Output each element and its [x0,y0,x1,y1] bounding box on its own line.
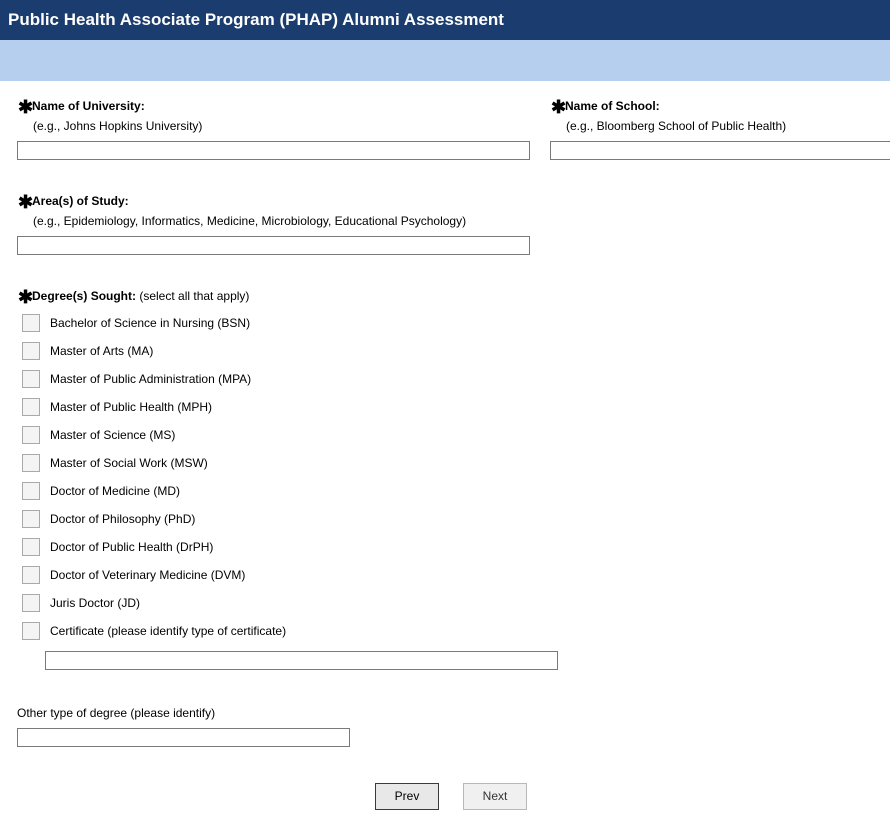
school-hint: (e.g., Bloomberg School of Public Health) [566,119,787,133]
checkbox[interactable] [22,370,40,388]
degree-option-md[interactable] [22,481,180,501]
degrees-label-row [18,287,250,307]
sub-header-band [0,40,890,81]
degree-option-dvm[interactable] [22,565,245,585]
checkbox[interactable] [22,398,40,416]
checkbox[interactable] [22,482,40,500]
checkbox[interactable] [22,538,40,556]
study-label-row [18,192,129,212]
degree-option-label: Doctor of Medicine (MD) [50,484,181,498]
prev-button[interactable]: Prev [375,783,439,810]
checkbox[interactable] [22,454,40,472]
university-input[interactable] [17,141,530,160]
required-star-icon: ✱ [551,97,567,117]
university-hint: (e.g., Johns Hopkins University) [33,119,203,133]
study-hint: (e.g., Epidemiology, Informatics, Medicine, Microbiology, Educational Psychology) [33,214,467,228]
degree-option-label: Doctor of Public Health (DrPH) [50,540,214,554]
degrees-label: Degree(s) Sought: [32,289,137,303]
school-input[interactable] [550,141,890,160]
required-star-icon: ✱ [18,192,34,212]
school-label-row [551,97,660,117]
degree-option-label: Master of Public Health (MPH) [50,400,213,414]
study-input[interactable] [17,236,530,255]
university-label: Name of University: [32,99,145,113]
degree-option-msw[interactable] [22,453,208,473]
checkbox[interactable] [22,594,40,612]
page-title: Public Health Associate Program (PHAP) Alumni Assessment [8,10,504,29]
other-degree-input[interactable] [17,728,350,747]
checkbox[interactable] [22,342,40,360]
study-label: Area(s) of Study: [32,194,129,208]
degree-option-drph[interactable] [22,537,213,557]
degree-option-label: Master of Public Administration (MPA) [50,372,252,386]
degree-option-label: Master of Science (MS) [50,428,176,442]
degree-option-label: Master of Arts (MA) [50,344,154,358]
degree-option-label: Doctor of Philosophy (PhD) [50,512,196,526]
degree-option-mpa[interactable] [22,369,251,389]
degree-option-phd[interactable] [22,509,195,529]
next-button[interactable]: Next [463,783,527,810]
certificate-type-input[interactable] [45,651,558,670]
degrees-label-suffix: (select all that apply) [136,289,250,303]
other-degree-label: Other type of degree (please identify) [17,706,216,720]
page-title-bar [0,0,890,40]
degree-option-ms[interactable] [22,425,175,445]
degree-option-label: Doctor of Veterinary Medicine (DVM) [50,568,246,582]
degree-option-label: Bachelor of Science in Nursing (BSN) [50,316,251,330]
degree-option-certificate[interactable] [22,621,286,641]
checkbox[interactable] [22,510,40,528]
degree-option-label: Juris Doctor (JD) [50,596,141,610]
degree-option-ma[interactable] [22,341,153,361]
degree-option-bsn[interactable] [22,313,250,333]
degree-option-label: Master of Social Work (MSW) [50,456,208,470]
degree-option-jd[interactable] [22,593,140,613]
degree-option-label: Certificate (please identify type of certificate) [50,624,287,638]
school-label: Name of School: [565,99,660,113]
university-label-row [18,97,145,117]
degree-option-mph[interactable] [22,397,212,417]
checkbox[interactable] [22,426,40,444]
required-star-icon: ✱ [18,287,34,307]
checkbox[interactable] [22,566,40,584]
checkbox[interactable] [22,314,40,332]
required-star-icon: ✱ [18,97,34,117]
checkbox[interactable] [22,622,40,640]
